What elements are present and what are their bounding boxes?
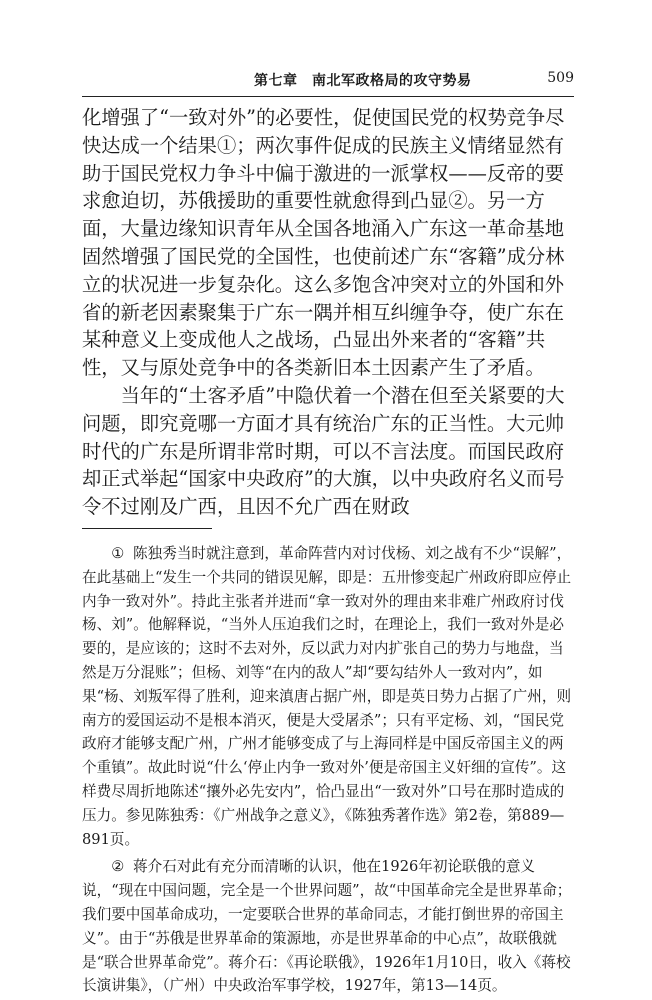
footnote-1 [82, 542, 574, 851]
footnote-text: 蒋介石对此有充分而清晰的认识，他在1926年初论联俄的意义说，“现在中国问题，完全是一个世界问题”，故“中国革命完全是世界革命；我们要中国革命成功，一定要联合世界的革命同志，才能打倒世界的帝国主义”。由于“苏俄是世界革命的策源地，亦是世界革命的中心点”，故联俄就是“联合世界革命党”。蒋介石：《再论联俄》，1926年1月10日，收入《蒋校长演讲集》，（广州）中央政治军事学校，1927年，第13—14页。 [82, 858, 572, 995]
footnote-text: 陈独秀当时就注意到，革命阵营内对讨伐杨、刘之战有不少“误解”，在此基础上“发生一个共同的错误见解，即是：五卅惨变起广州政府即应停止内争一致对外”。持此主张者并进而“拿一致对外的理由来非难广州政府讨伐杨、刘”。他解释说，“当外人压迫我们之时，在理论上，我们一致对外是必要的，是应该的；这时不去对外，反以武力对内扩张自己的势力与地盘，当然是万分混账”；但杨、刘等“在内的敌人”却“要勾结外人一致对内”，如果“杨、刘叛军得了胜利，迎来滇唐占据广州，即是英日势力占据了广州，则南方的爱国运动不是根本消灭，便是大受屠杀”；只有平定杨、刘，“国民党政府才能够支配广州，广州才能够变成了与上海同样是中国反帝国主义的两个重镇”。故此时说“什么‘停止内争一致对外’便是帝国主义奸细的宣传”。这样费尽周折地陈述“攘外必先安内”，恰凸显出“一致对外”口号在那时造成的压力。参见陈独秀：《广州战争之意义》，《陈独秀著作选》第2卷，第889—891页。 [82, 545, 572, 848]
footnote-separator [82, 528, 212, 529]
header-rule [82, 96, 574, 97]
footnote-marker: ① [111, 545, 125, 562]
chapter-title: 第七章 南北军政格局的攻守势易 [254, 73, 472, 89]
footnote-2 [82, 855, 574, 998]
running-header [82, 70, 574, 94]
footnote-marker: ② [111, 858, 125, 876]
body-paragraph-2: 当年的“土客矛盾”中隐伏着一个潜在但至关紧要的大问题，即究竟哪一方面才具有统治广东的正当性。大元帅时代的广东是所谓非常时期，可以不言法度。而国民政府却正式举起“国家中央政府”的大旗，以中央政府名义而号令不过刚及广西，且因不允广西在财政 [82, 383, 565, 519]
page-number: 509 [547, 70, 574, 86]
main-text [82, 104, 574, 521]
footnotes [82, 542, 574, 998]
body-paragraph-1: 化增强了“一致对外”的必要性，促使国民党的权势竞争尽快达成一个结果①；两次事件促成的民族主义情绪显然有助于国民党权力争斗中偏于激进的一派掌权——反帝的要求愈迫切，苏俄援助的重要性就愈得到凸显②。另一方面，大量边缘知识青年从全国各地涌入广东这一革命基地固然增强了国民党的全国性，也使前述广东“客籍”成分林立的状况进一步复杂化。这么多饱含冲突对立的外国和外省的新老因素聚集于广东一隅并相互纠缠争夺，使广东在某种意义上变成他人之战场，凸显出外来者的“客籍”共性，又与原处竞争中的各类新旧本土因素产生了矛盾。 [82, 106, 565, 380]
